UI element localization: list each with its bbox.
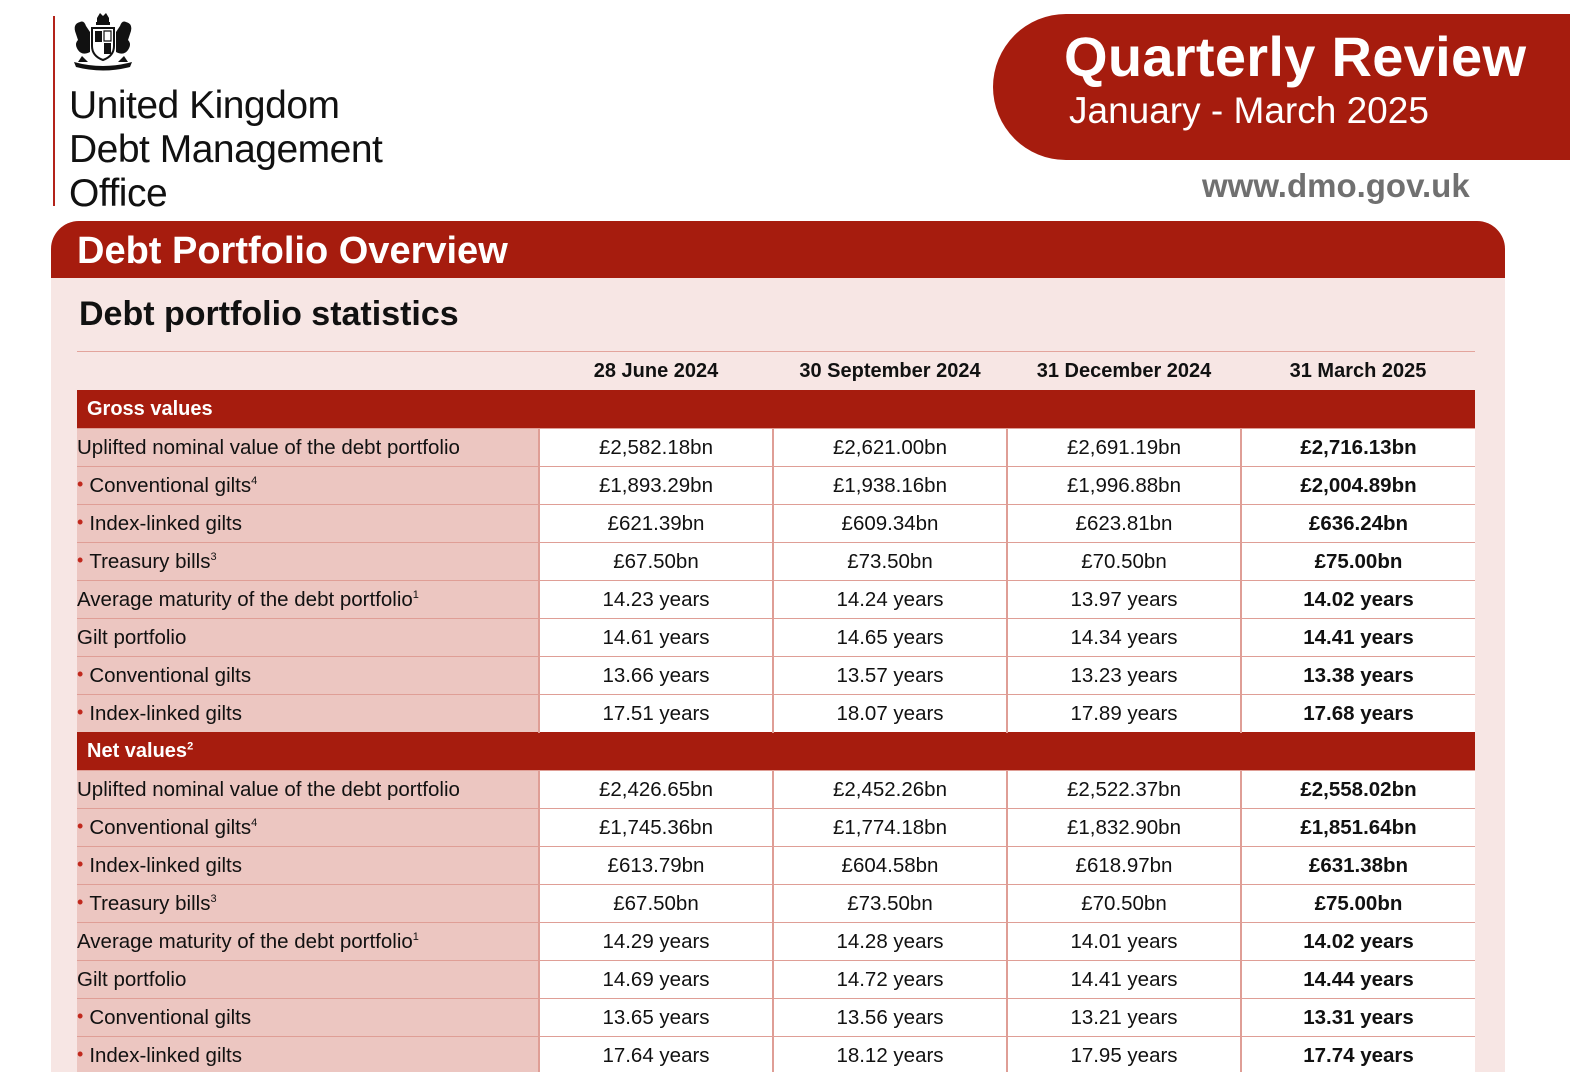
table-cell: £2,452.26bn: [773, 771, 1007, 809]
table-cell: 17.89 years: [1007, 695, 1241, 733]
table-cell: 14.23 years: [539, 581, 773, 619]
table-cell: 13.57 years: [773, 657, 1007, 695]
table-row: [77, 961, 1475, 999]
table-cell: 14.44 years: [1241, 961, 1475, 999]
table-cell: £1,832.90bn: [1007, 809, 1241, 847]
row-label-text: Gilt portfolio: [77, 625, 187, 649]
table-cell: £631.38bn: [1241, 847, 1475, 885]
table-cell: 14.41 years: [1007, 961, 1241, 999]
table-cell: £73.50bn: [773, 885, 1007, 923]
row-label-text: Index-linked gilts: [89, 1043, 243, 1067]
table-cell: 14.28 years: [773, 923, 1007, 961]
table-cell: 13.97 years: [1007, 581, 1241, 619]
org-line-2: Debt Management: [69, 128, 383, 171]
organisation-name: [69, 84, 382, 216]
table-cell: £2,691.19bn: [1007, 429, 1241, 467]
row-label-text: Index-linked gilts: [89, 853, 243, 877]
column-header: 31 December 2024: [1036, 359, 1212, 382]
table-cell: £67.50bn: [539, 885, 773, 923]
group-title-text: Gross values: [87, 398, 213, 420]
group-header-row: [77, 391, 1475, 429]
table-cell: £1,851.64bn: [1241, 809, 1475, 847]
table-cell: 14.41 years: [1241, 619, 1475, 657]
header-empty: [77, 352, 539, 391]
footnote-marker: 1: [412, 588, 419, 601]
row-label-text: Average maturity of the debt portfolio: [77, 929, 413, 953]
bullet-icon: •: [77, 1043, 84, 1064]
table-cell: £75.00bn: [1241, 885, 1475, 923]
row-label-text: Treasury bills: [89, 891, 211, 915]
table-cell: £604.58bn: [773, 847, 1007, 885]
table-row: [77, 809, 1475, 847]
table-cell: £2,621.00bn: [773, 429, 1007, 467]
group-title: [77, 733, 1475, 771]
table-cell: 13.66 years: [539, 657, 773, 695]
table-row: [77, 999, 1475, 1037]
row-label-text: Index-linked gilts: [89, 511, 243, 535]
row-label-text: Treasury bills: [89, 549, 211, 573]
row-label: [77, 581, 539, 619]
table-cell: 17.64 years: [539, 1037, 773, 1072]
table-cell: 14.24 years: [773, 581, 1007, 619]
table-row: [77, 923, 1475, 961]
row-label: [77, 1037, 539, 1072]
row-label-text: Index-linked gilts: [89, 701, 243, 725]
footnote-marker: 4: [251, 816, 258, 829]
table-row: [77, 885, 1475, 923]
table-cell: 13.31 years: [1241, 999, 1475, 1037]
table-row: [77, 695, 1475, 733]
table-cell: £2,582.18bn: [539, 429, 773, 467]
footnote-marker: 4: [251, 474, 258, 487]
table-cell: £621.39bn: [539, 505, 773, 543]
org-line-3: Office: [69, 172, 168, 215]
table-cell: 13.56 years: [773, 999, 1007, 1037]
bullet-icon: •: [77, 511, 84, 532]
group-title-text: Net values: [87, 740, 188, 762]
stats-subtitle: Debt portfolio statistics: [79, 295, 459, 333]
table-cell: £1,938.16bn: [773, 467, 1007, 505]
row-label-text: Uplifted nominal value of the debt portfolio: [77, 777, 460, 801]
row-label: [77, 809, 539, 847]
table-cell: £609.34bn: [773, 505, 1007, 543]
row-label: [77, 429, 539, 467]
banner-title: Quarterly Review: [1064, 25, 1527, 88]
row-label: [77, 543, 539, 581]
table-row: [77, 1037, 1475, 1072]
bullet-icon: •: [77, 815, 84, 836]
table-cell: £613.79bn: [539, 847, 773, 885]
row-label: [77, 771, 539, 809]
table-cell: 17.51 years: [539, 695, 773, 733]
table-row: [77, 505, 1475, 543]
row-label: [77, 923, 539, 961]
table-cell: 13.38 years: [1241, 657, 1475, 695]
table-cell: 17.74 years: [1241, 1037, 1475, 1072]
table-cell: 17.95 years: [1007, 1037, 1241, 1072]
table-cell: 14.02 years: [1241, 581, 1475, 619]
bullet-icon: •: [77, 1005, 84, 1026]
table-row: [77, 429, 1475, 467]
bullet-icon: •: [77, 663, 84, 684]
table-cell: £70.50bn: [1007, 885, 1241, 923]
column-header: 28 June 2024: [593, 359, 719, 382]
table-cell: 18.07 years: [773, 695, 1007, 733]
table-row: [77, 847, 1475, 885]
bullet-icon: •: [77, 853, 84, 874]
table-cell: 13.65 years: [539, 999, 773, 1037]
table-cell: 13.21 years: [1007, 999, 1241, 1037]
debt-portfolio-section: [51, 221, 1505, 1072]
table-row: [77, 581, 1475, 619]
table-cell: £70.50bn: [1007, 543, 1241, 581]
table-cell: 14.02 years: [1241, 923, 1475, 961]
table-row: [77, 771, 1475, 809]
banner-period: January - March 2025: [1069, 90, 1429, 131]
footnote-marker: 3: [210, 892, 217, 905]
section-title: Debt Portfolio Overview: [51, 221, 1505, 278]
debt-statistics-table: [77, 352, 1475, 1072]
table-cell: £1,996.88bn: [1007, 467, 1241, 505]
row-label: [77, 999, 539, 1037]
table-cell: 18.12 years: [773, 1037, 1007, 1072]
table-cell: £67.50bn: [539, 543, 773, 581]
table-cell: £2,522.37bn: [1007, 771, 1241, 809]
table-cell: £2,004.89bn: [1241, 467, 1475, 505]
table-cell: £2,426.65bn: [539, 771, 773, 809]
logo-divider: [53, 16, 55, 206]
column-header: 30 September 2024: [799, 359, 981, 382]
column-header: 31 March 2025: [1289, 359, 1427, 382]
table-row: [77, 543, 1475, 581]
table-cell: 14.34 years: [1007, 619, 1241, 657]
row-label: [77, 885, 539, 923]
table-cell: 14.69 years: [539, 961, 773, 999]
table-cell: 14.01 years: [1007, 923, 1241, 961]
table-header-row: [77, 352, 1475, 391]
table-body: [77, 391, 1475, 1072]
table-cell: 14.61 years: [539, 619, 773, 657]
table-cell: £1,745.36bn: [539, 809, 773, 847]
row-label: [77, 847, 539, 885]
royal-crest-icon: [68, 12, 138, 74]
group-header-row: [77, 733, 1475, 771]
table-cell: £75.00bn: [1241, 543, 1475, 581]
row-label: [77, 467, 539, 505]
table-cell: £73.50bn: [773, 543, 1007, 581]
row-label: [77, 505, 539, 543]
group-title: [77, 391, 1475, 429]
table-cell: £1,893.29bn: [539, 467, 773, 505]
table-cell: £623.81bn: [1007, 505, 1241, 543]
table-cell: 13.23 years: [1007, 657, 1241, 695]
table-row: [77, 619, 1475, 657]
row-label-text: Conventional gilts: [89, 815, 252, 839]
row-label: [77, 657, 539, 695]
website-url[interactable]: www.dmo.gov.uk: [1202, 167, 1470, 204]
table-cell: £636.24bn: [1241, 505, 1475, 543]
footnote-marker: 3: [210, 550, 217, 563]
table-cell: 17.68 years: [1241, 695, 1475, 733]
table-cell: £2,558.02bn: [1241, 771, 1475, 809]
table-cell: 14.29 years: [539, 923, 773, 961]
bullet-icon: •: [77, 701, 84, 722]
bullet-icon: •: [77, 891, 84, 912]
table-cell: 14.65 years: [773, 619, 1007, 657]
row-label: [77, 961, 539, 999]
row-label-text: Conventional gilts: [89, 1005, 252, 1029]
row-label: [77, 695, 539, 733]
row-label-text: Gilt portfolio: [77, 967, 187, 991]
table-cell: £2,716.13bn: [1241, 429, 1475, 467]
row-label: [77, 619, 539, 657]
org-line-1: United Kingdom: [69, 84, 340, 127]
bullet-icon: •: [77, 473, 84, 494]
footnote-marker: 2: [187, 740, 194, 753]
row-label-text: Average maturity of the debt portfolio: [77, 587, 413, 611]
bullet-icon: •: [77, 549, 84, 570]
table-row: [77, 657, 1475, 695]
table-cell: 14.72 years: [773, 961, 1007, 999]
row-label-text: Conventional gilts: [89, 663, 252, 687]
footnote-marker: 1: [412, 930, 419, 943]
table-row: [77, 467, 1475, 505]
row-label-text: Uplifted nominal value of the debt portfolio: [77, 435, 460, 459]
row-label-text: Conventional gilts: [89, 473, 252, 497]
table-cell: £1,774.18bn: [773, 809, 1007, 847]
table-cell: £618.97bn: [1007, 847, 1241, 885]
